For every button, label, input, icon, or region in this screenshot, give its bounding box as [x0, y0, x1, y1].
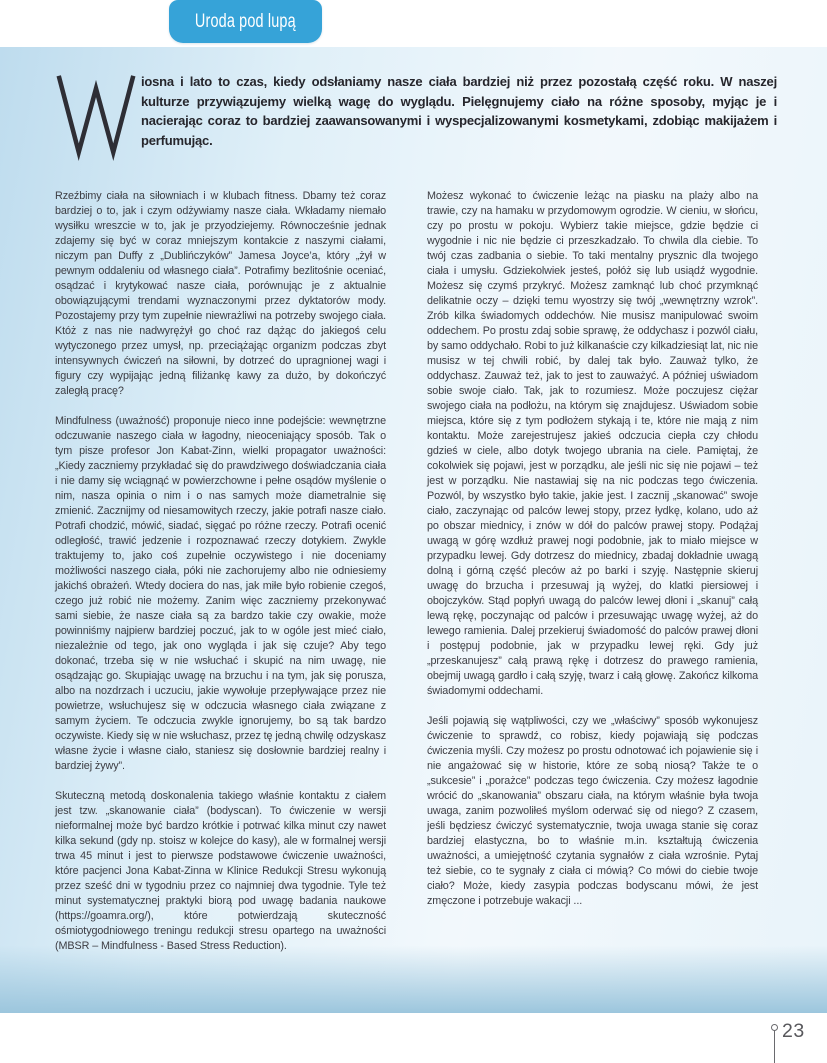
intro-paragraph: [55, 72, 777, 150]
footer-marker-line: [774, 1030, 775, 1063]
drop-cap-w: [55, 72, 141, 131]
article-columns: [55, 189, 758, 969]
section-badge: [169, 0, 322, 43]
left-column: [55, 189, 386, 969]
body-paragraph: Skuteczną metodą doskonalenia takiego właśnie kontaktu z ciałem jest tzw. „skanowanie ciała” (bodyscan). To ćwiczenie w wersji nieformalnej może być bardzo krótkie i potrwać kilka minut czy nawet kilka sekund (gdy np. stoisz w kolejce do kasy), ale w formalnej wersji trwa 45 minut i jest to pierwsze podstawowe ćwiczenie uważności, które pacjenci Jona Kabat-Zinna w Klinice Redukcji Stresu wykonują przez sześć dni w tygodniu przez co najmniej dwa tygodnie. Tyle też minut systematycznej praktyki biorą pod uwagę badania naukowe (https://goamra.org/), które potwierdzają skuteczność ośmiotygodniowego treningu redukcji stresu opartego na uważności (MBSR – Mindfulness - Based Stress Reduction).: [55, 790, 386, 952]
body-paragraph: Możesz wykonać to ćwiczenie leżąc na piasku na plaży albo na trawie, czy na hamaku w przydomowym ogrodzie. W cieniu, w słońcu, czy po prostu w pokoju. Wybierz takie miejsce, gdzie będzie ci wygodnie i nic nie będzie ci przeszkadzało. To chwila dla ciebie. To twój czas zadbania o siebie. To taki mentalny prysznic dla twojego ciała i umysłu. Gdziekolwiek jesteś, połóż się lub usiądź wygodnie. Możesz się czymś przykryć. Możesz zamknąć lub choć przymknąć delikatnie oczy – dzięki temu wyostrzy się twój „wewnętrzny wzrok”. Zrób kilka świadomych oddechów. Nie musisz manipulować swoim oddechem. Po prostu zdaj sobie sprawę, że oddychasz i pozwól ciału, by samo oddychało. Robi to już kilkanaście czy kilkadziesiąt lat, nic nie musisz w tej chwili robić, by dalej tak było. Zauważ tylko, że oddychasz. Zauważ też, jak to jest to zauważyć. A później uświadom sobie swoje ciało. Tak, jak to rozumiesz. Może poczujesz ciężar swojego ciała na podłożu, na którym się znajdujesz. Uświadom sobie miejsca, które się z tym podłożem stykają i te, które nie mają z nim kontaktu. Może zarejestrujesz jakieś odczucia ciepła czy chłodu gdzieś w ciele, albo dotyk twojego ubrania na ciele. Pamiętaj, że cokolwiek się pojawi, jest w porządku, ale jeśli nic się nie pojawi – też jest w porządku. Nie nastawiaj się na nic podczas tego ćwiczenia. Pozwól, by wszystko było takie, jakie jest. I zacznij „skanować” swoje ciało, zaczynając od palców lewej stopy, przez łydkę, kolano, udo aż po obszar miednicy, i znów w dół do palców prawej stopy. Podążaj uwagą w górę wzdłuż prawej nogi podobnie, jak to miało miejsce w przypadku lewej. Gdy dotrzesz do miednicy, zbadaj dokładnie uwagą dolną i górną część pleców aż po barki i szyję. Następnie skieruj uwagę do brzucha i przesuwaj ją wyżej, do klatki piersiowej i obojczyków. Stąd popłyń uwagą do palców lewej dłoni i „skanuj” całą lewą rękę, poczynając od palców i przesuwając uwagę wyżej, aż do lewego ramienia. Dalej przekieruj świadomość do palców prawej dłoni i postępuj podobnie, jak w przypadku lewej ręki. Gdy już „przeskanujesz” całą prawą rękę i dotrzesz do prawego ramienia, obejmij uwagą gardło i całą szyję, twarz i całą głowę. Zakończ kilkoma świadomymi oddechami.: [427, 190, 758, 697]
right-column: [427, 189, 758, 969]
body-paragraph: Rzeźbimy ciała na siłowniach i w klubach fitness. Dbamy też coraz bardziej o to, jak i czym odżywiamy nasze ciała. Wkładamy niemało wysiłku wreszcie w to, jak je przyodziejemy. Równocześnie jednak zdajemy się być w coraz mniejszym kontakcie z naszymi ciałami, niczym pan Duffy z „Dublińczyków” Jamesa Joyce’a, który „żył w pewnym oddaleniu od własnego ciała”. Potrafimy bezlitośnie oceniać, osądzać i krytykować nasze ciała, porównując je z aktualnie obowiązującymi trendami wyznaczonymi przez dyktatorów mody. Pozostajemy przy tym zupełnie niewrażliwi na potrzeby swojego ciała. Któż z nas nie nadwyrężył go choć raz dążąc do jakiegoś celu wytyczonego przez umysł, np. przeciążając organizm podczas zbyt intensywnych ćwiczeń na siłowni, by dotrzeć do upragnionej wagi i figury czy wypijając jedną filiżankę kawy za dużo, by dokończyć zaległą pracę?: [55, 190, 386, 397]
page-number: 23: [782, 1020, 805, 1042]
body-paragraph: Jeśli pojawią się wątpliwości, czy we „właściwy” sposób wykonujesz ćwiczenie to sprawdź, co robisz, kiedy pojawiają się podczas ćwiczenia myśli. Czy możesz po prostu odnotować ich pojawienie się i nie angażować się w historie, które ze sobą niosą? Także te o „sukcesie” i „porażce” podczas tego ćwiczenia. Czy możesz łagodnie wrócić do „skanowania” obszaru ciała, na którym właśnie była twoja uwaga, zanim pozwoliłeś myślom oderwać się od niego? Z czasem, jeśli będziesz ćwiczyć systematycznie, twoja uwaga stanie się coraz bardziej elastyczna, bo to właśnie m.in. kształtują ćwiczenia uważności, a umiejętność czytania sygnałów z ciała wzrośnie. Pytaj też siebie, co te sygnały z ciała ci mówią? Co mówi do ciebie twoje ciało? Może, kiedy zasypia podczas bodyscanu mówi, że jest zmęczone i potrzebuje wakacji ...: [427, 715, 758, 907]
drop-cap-letter: [55, 72, 56, 73]
body-paragraph: Mindfulness (uważność) proponuje nieco inne podejście: wewnętrzne odczuwanie naszego ciała w łagodny, nieoceniający sposób. Tak o tym pisze profesor Jon Kabat-Zinn, wielki propagator uważności: „Kiedy zaczniemy przykładać się do prawdziwego doświadczania ciała i nie damy się wciągnąć w powierzchowne i pełne osądów myślenie o nim, nasza opinia o nim i o nas samych może diametralnie się zmienić. Zacznijmy od niesamowitych rzeczy, jakie potrafi nasze ciało. Potrafi chodzić, mówić, siadać, sięgać po różne rzeczy. Potrafi ocenić odległość, trawić jedzenie i rozpoznawać rzeczy dotykiem. Zwykle traktujemy to, jako coś zupełnie oczywistego i nie doceniamy możliwości naszego ciała, póki nie zachorujemy albo nie odniesiemy jakichś obrażeń. Wtedy dociera do nas, jak miłe było robienie czegoś, czego już robić nie możemy. Zanim więc zaczniemy przekonywać sami siebie, że nasze ciała są za bardzo takie czy owakie, może powinniśmy najpierw bardziej poczuć, jak to w ogóle jest mieć ciało, niezależnie od tego, jak ono wygląda i jak się czuje? Aby tego dokonać, trzeba się w nie wsłuchać i skupić na nim uwagę, nie osądzając go. Skupiając uwagę na brzuchu i na tym, jak się porusza, albo na nozdrzach i uczuciu, jakie wywołuje przepływające przez nie powietrze, wsłuchujesz się w odczucia własnego ciała związane z samym życiem. Te odczucia zwykle ignorujemy, bo są tak bardzo oczywiste. Kiedy się w nie wsłuchasz, przez tę jedną chwilę odzyskasz własne życie i własne ciało, staniesz się dosłownie bardziej realny i bardziej żywy”.: [55, 415, 386, 772]
intro-text: iosna i lato to czas, kiedy odsłaniamy nasze ciała bardziej niż przez pozostałą część roku. W naszej kulturze przywiązujemy wielką wagę do wyglądu. Pielęgnujemy ciało na różne sposoby, myjąc je i nacierając coraz to bardziej zaawansowanymi i wyspecjalizowanymi kosmetykami, zdobiąc makijażem i perfumując.: [141, 74, 777, 148]
section-badge-label: Uroda pod lupą: [195, 10, 296, 32]
